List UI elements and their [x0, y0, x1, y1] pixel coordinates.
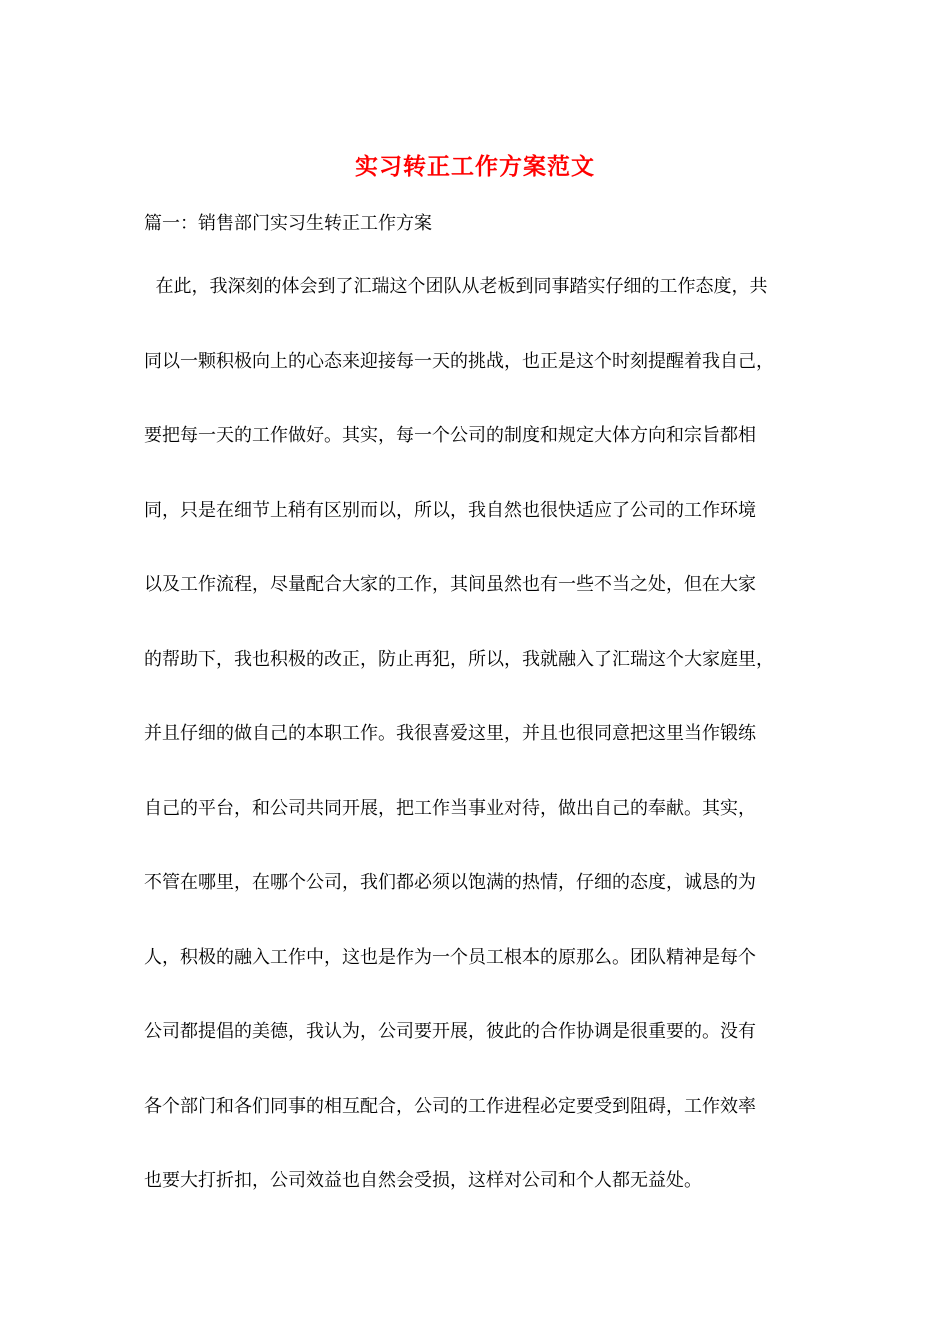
body-line: 同以一颗积极向上的心态来迎接每一天的挑战，也正是这个时刻提醒着我自己，: [144, 350, 774, 372]
body-line: 各个部门和各们同事的相互配合，公司的工作进程必定要受到阻碍，工作效率: [144, 1095, 756, 1117]
body-line: 在此，我深刻的体会到了汇瑞这个团队从老板到同事踏实仔细的工作态度，共: [144, 276, 768, 297]
body-line: 人，积极的融入工作中，这也是作为一个员工根本的原那么。团队精神是每个: [144, 946, 756, 968]
section-heading: 篇一：销售部门实习生转正工作方案: [144, 213, 432, 234]
body-line: 不管在哪里，在哪个公司，我们都必须以饱满的热情，仔细的态度，诚恳的为: [144, 872, 756, 893]
body-line: 公司都提倡的美德，我认为，公司要开展，彼此的合作协调是很重要的。没有: [144, 1021, 756, 1042]
body-line: 同，只是在细节上稍有区别而以，所以，我自然也很快适应了公司的工作环境: [144, 499, 756, 521]
document-title: 实习转正工作方案范文: [355, 153, 595, 180]
body-line: 也要大打折扣，公司效益也自然会受损，这样对公司和个人都无益处。: [144, 1170, 702, 1191]
body-line: 要把每一天的工作做好。其实，每一个公司的制度和规定大体方向和宗旨都相: [144, 425, 756, 446]
body-line: 自己的平台，和公司共同开展，把工作当事业对待，做出自己的奉献。其实，: [144, 797, 756, 819]
body-line: 并且仔细的做自己的本职工作。我很喜爱这里，并且也很同意把这里当作锻练: [144, 723, 756, 744]
body-line: 以及工作流程，尽量配合大家的工作，其间虽然也有一些不当之处，但在大家: [144, 574, 756, 595]
body-line: 的帮助下，我也积极的改正，防止再犯，所以，我就融入了汇瑞这个大家庭里，: [144, 648, 774, 670]
body-paragraph: [144, 269, 824, 1238]
